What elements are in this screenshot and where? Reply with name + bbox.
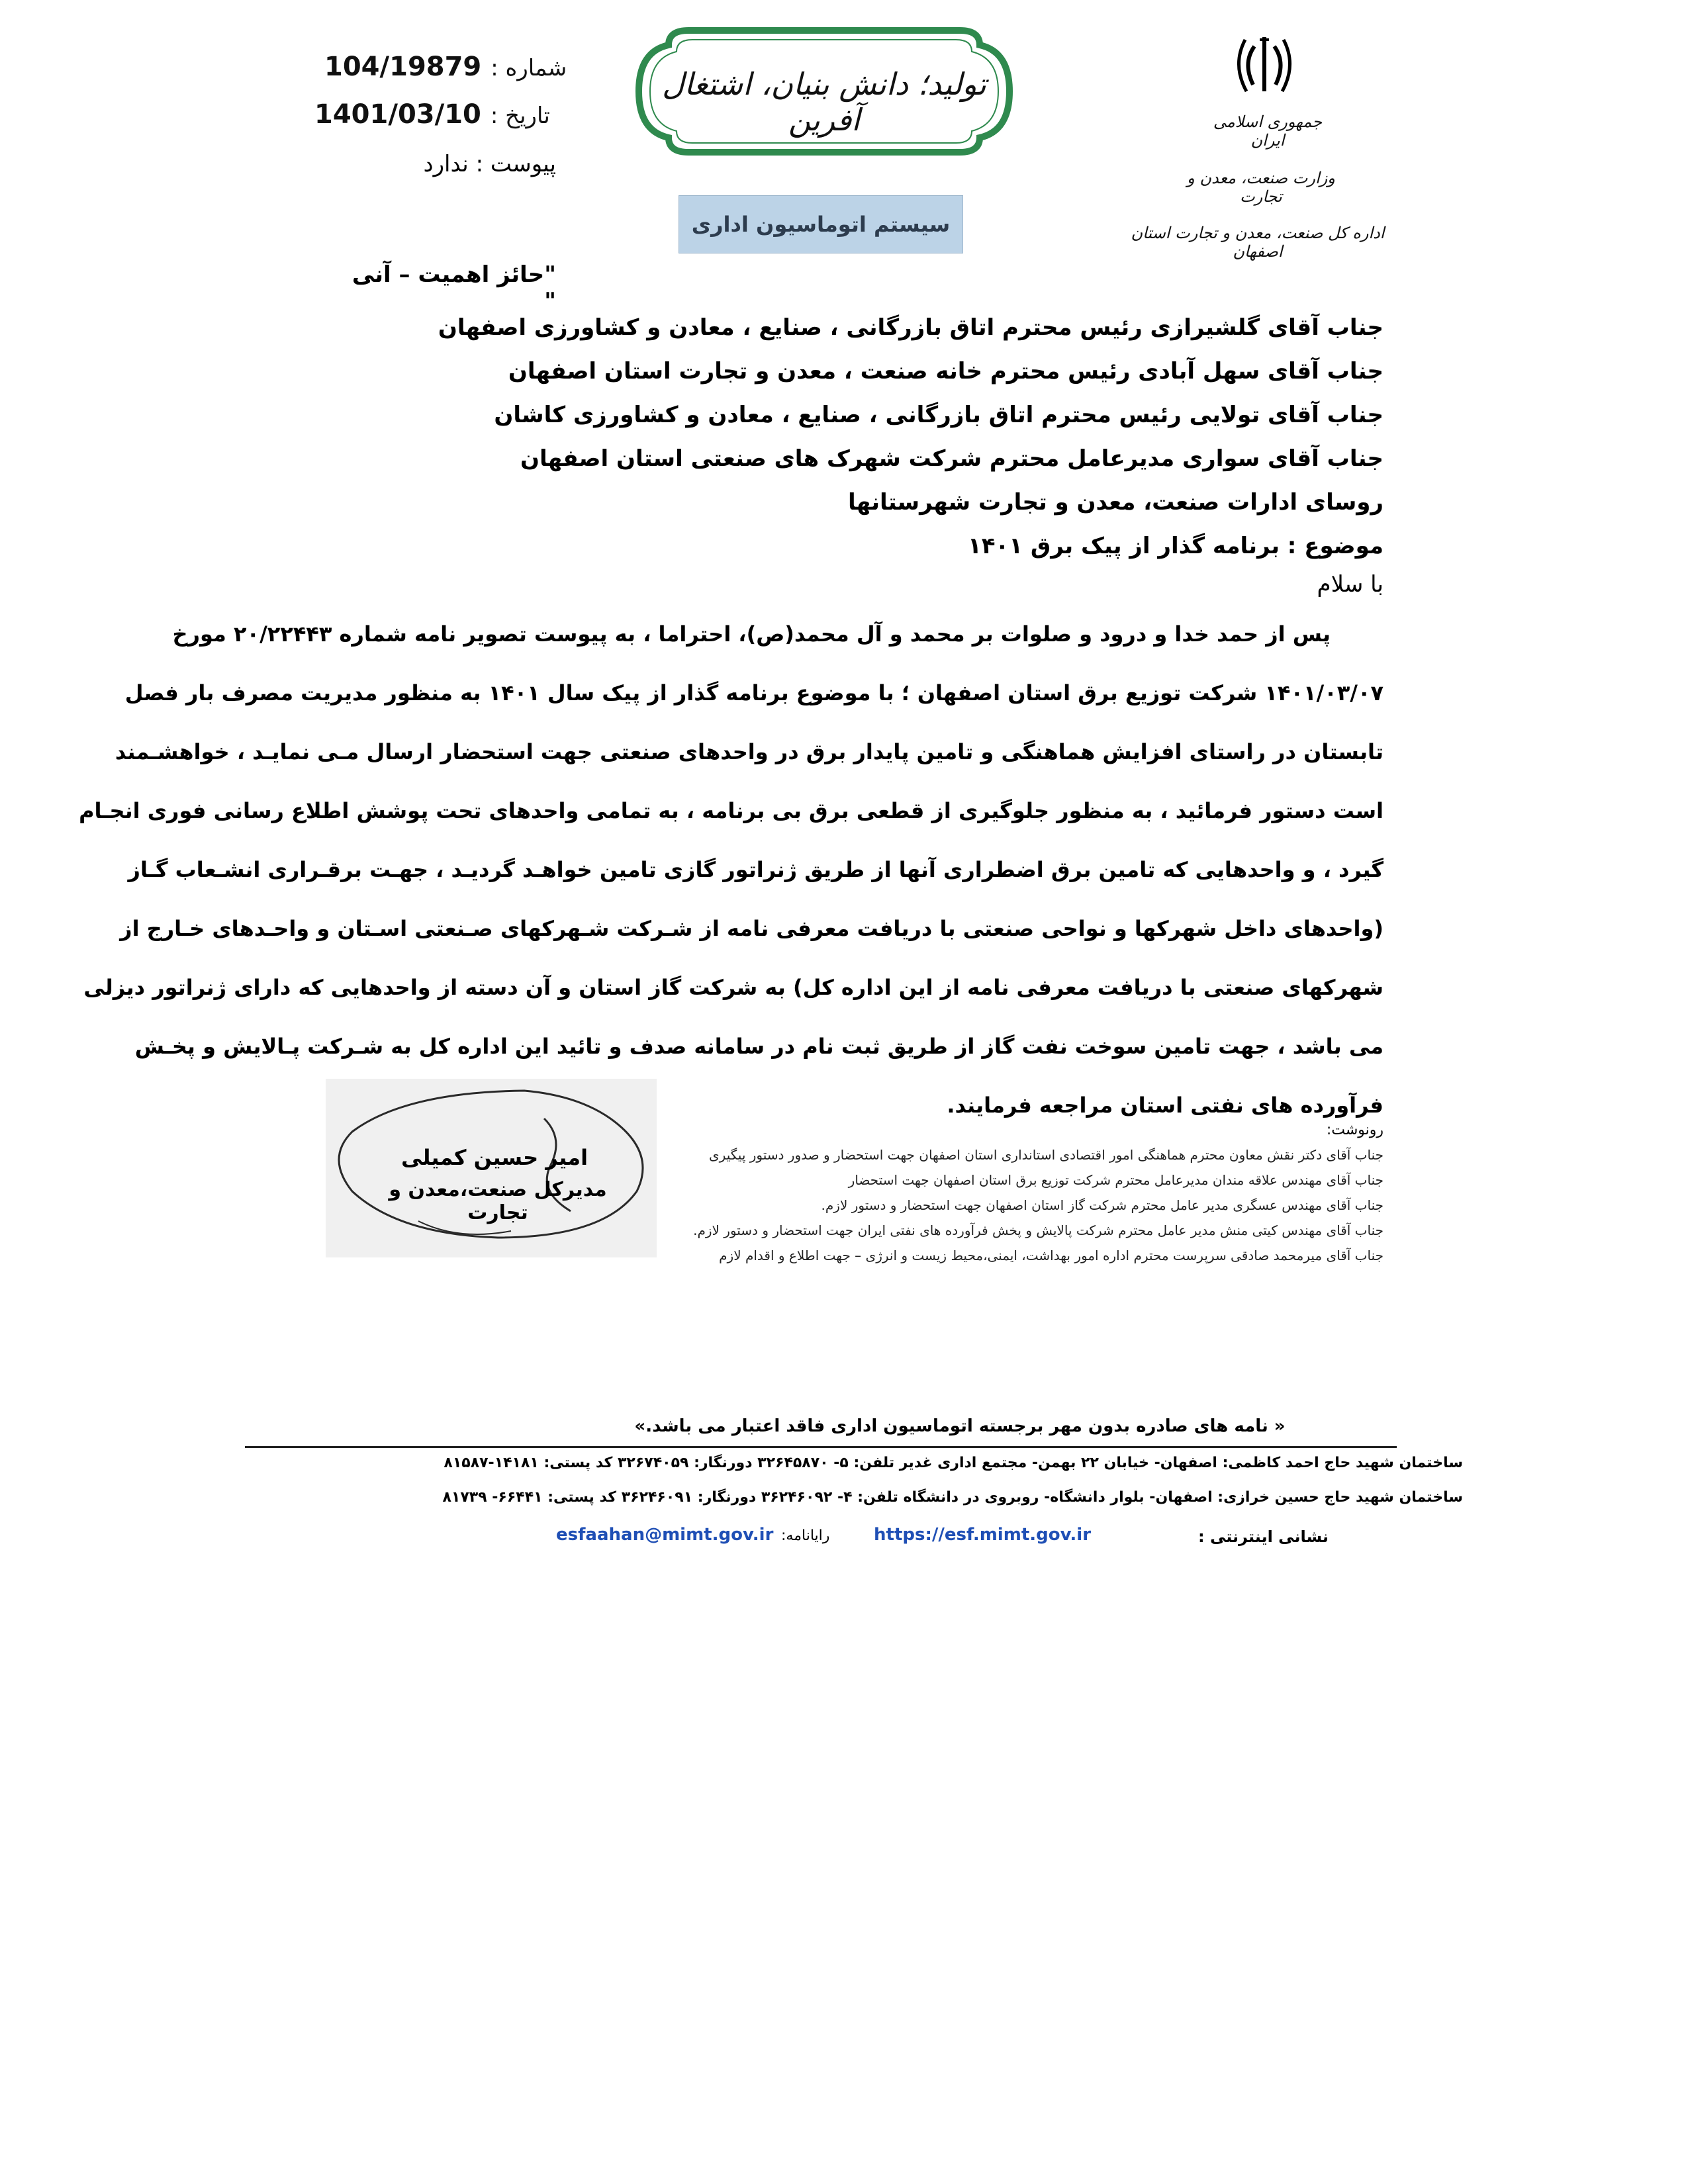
cc-line: جناب آقای مهندس عسگری مدیر عامل محترم شرکت گاز استان اصفهان جهت استحضار و دستور لازم.: [821, 1197, 1383, 1213]
website-link[interactable]: https://esf.mimt.gov.ir: [874, 1525, 1092, 1545]
cc-title: رونوشت:: [1326, 1122, 1383, 1138]
letter-subject: موضوع : برنامه گذار از پیک برق ۱۴۰۱: [968, 533, 1383, 559]
addressee: روسای ادارات صنعت، معدن و تجارت شهرستانها: [848, 489, 1383, 516]
email-link[interactable]: esfaahan@mimt.gov.ir: [556, 1525, 774, 1545]
addressee: جناب آقای گلشیرازی رئیس محترم اتاق بازرگانی ، صنایع ، معادن و کشاورزی اصفهان: [438, 314, 1383, 341]
body-line: پس از حمد خدا و درود و صلوات بر محمد و آل محمد(ص)، احتراما ، به پیوست تصویر نامه شماره ۲۰/۲۲۴۴۳ مورخ: [172, 621, 1331, 647]
body-line: ۱۴۰۱/۰۳/۰۷ شرکت توزیع برق استان اصفهان ؛ با موضوع برنامه گذار از پیک سال ۱۴۰۱ به منظور مدیریت مصرف بار فصل: [124, 680, 1383, 705]
office-automation-label: [679, 195, 963, 253]
body-line: گیرد ، و واحدهایی که تامین برق اضطراری آنها از طریق ژنراتور گازی تامین خواهـد گردیـد ، جهـت برقـراری انشـعاب گـاز: [128, 857, 1383, 882]
letter-date-label: تاریخ :: [490, 103, 550, 129]
website-label: نشانی اینترنتی :: [1198, 1527, 1329, 1546]
slogan-badge: [629, 25, 1019, 158]
footer-divider: [245, 1446, 1397, 1448]
letter-number-label: شماره :: [491, 55, 567, 81]
body-line: فرآورده های نفتی استان مراجعه فرمایند.: [947, 1093, 1383, 1118]
ministry-label: وزارت صنعت، معدن و تجارت: [1187, 169, 1335, 206]
cc-line: جناب آقای میرمحمد صادقی سرپرست محترم اداره امور بهداشت، ایمنی،محیط زیست و انرژی – جهت اطلاع و اقدام لازم: [719, 1248, 1383, 1263]
signatory-name: امیر حسین کمیلی: [400, 1145, 588, 1170]
greeting: با سلام: [1317, 571, 1383, 598]
letter-body: [79, 614, 1383, 1144]
cc-list: [523, 1118, 1383, 1268]
addressee: جناب آقای سواری مدیرعامل محترم شرکت شهرک های صنعتی استان اصفهان: [520, 445, 1383, 472]
body-line: (واحدهای داخل شهرکها و نواحی صنعتی با دریافت معرفی نامه از شـرکت شـهرکهای صـنعتی اسـتان و واحـدهای خـارج از: [120, 916, 1383, 941]
addressee: جناب آقای تولایی رئیس محترم اتاق بازرگانی ، صنایع ، معادن و کشاورزی کاشان: [494, 402, 1383, 428]
iran-emblem-icon: [1235, 33, 1294, 96]
body-line: است دستور فرمائید ، به منظور جلوگیری از قطعی برق بی برنامه ، به تمامی واحدهای تحت پوشش اطلاع رسانی فوری انجـام: [79, 798, 1383, 823]
letter-date: [314, 99, 550, 130]
cc-line: جناب آقای دکتر نقش معاون محترم هماهنگی امور اقتصادی استانداری استان اصفهان جهت استحضار و صدور دستور پیگیری: [709, 1147, 1383, 1163]
cc-line: جناب آقای مهندس کیتی منش مدیر عامل محترم شرکت پالایش و پخش فرآورده های نفتی ایران جهت استحضار و دستور لازم.: [693, 1222, 1383, 1238]
letter-number-value: 104/19879: [324, 52, 482, 82]
addressee-list: [324, 306, 1383, 601]
letter-date-value: 1401/03/10: [314, 99, 481, 130]
footer-address-2: ساختمان شهید حاج حسین خرازی: اصفهان- بلوار دانشگاه- روبروی در دانشگاه تلفن: ۴- ۳۶۲۴۶۰۹۲ دورنگار: ۳۶۲۴۶۰۹۱ کد پستی: ۶۶۴۴۱- ۸۱۷۳۹: [442, 1489, 1463, 1506]
letter-number: [324, 52, 567, 82]
footer-address-1: ساختمان شهید حاج احمد کاظمی: اصفهان- خیابان ۲۲ بهمن- مجتمع اداری غدیر تلفن: ۵- ۳۲۶۴۵۸۷۰ دورنگار: ۳۲۶۷۴۰۵۹ کد پستی: ۱۴۱۸۱-۸۱۵۸۷: [444, 1455, 1463, 1471]
addressee: جناب آقای سهل آبادی رئیس محترم خانه صنعت ، معدن و تجارت استان اصفهان: [508, 358, 1383, 385]
footer-links: [530, 1525, 1390, 1551]
republic-label: جمهوری اسلامی ایران: [1213, 113, 1323, 150]
email-label: رایانامه:: [781, 1527, 830, 1544]
directorate-label: اداره کل صنعت، معدن و تجارت استان اصفهان: [1131, 224, 1385, 261]
cc-line: جناب آقای مهندس علاقه مندان مدیرعامل محترم شرکت توزیع برق استان اصفهان جهت استحضار: [848, 1172, 1383, 1188]
validity-note: « نامه های صادره بدون مهر برجسته اتوماسیون اداری فاقد اعتبار می باشد.»: [634, 1416, 1286, 1436]
slogan-text: تولید؛ دانش بنیان، اشتغال آفرین: [662, 66, 986, 138]
body-line: می باشد ، جهت تامین سوخت نفت گاز از طریق ثبت نام در سامانه صدف و تائید این اداره کل به شـرکت پـالایش و پخـش: [134, 1034, 1383, 1059]
signatory-title: مدیرکل صنعت،معدن و تجارت: [389, 1178, 607, 1224]
body-line: تابستان در راستای افزایش هماهنگی و تامین پایدار برق در واحدهای صنعتی جهت استحضار ارسال مـی نمایـد ، خواهشـمند: [115, 739, 1383, 764]
attachment-note: پیوست : ندارد: [423, 151, 556, 177]
office-automation-text: سیستم اتوماسیون اداری: [691, 212, 951, 237]
body-line: شهرکهای صنعتی با دریافت معرفی نامه از این اداره کل) به شرکت گاز استان و آن دسته از واحدهایی که دارای ژنراتور دیزلی: [83, 975, 1383, 1000]
importance-note: "حائز اهمیت – آنی ": [352, 261, 556, 314]
